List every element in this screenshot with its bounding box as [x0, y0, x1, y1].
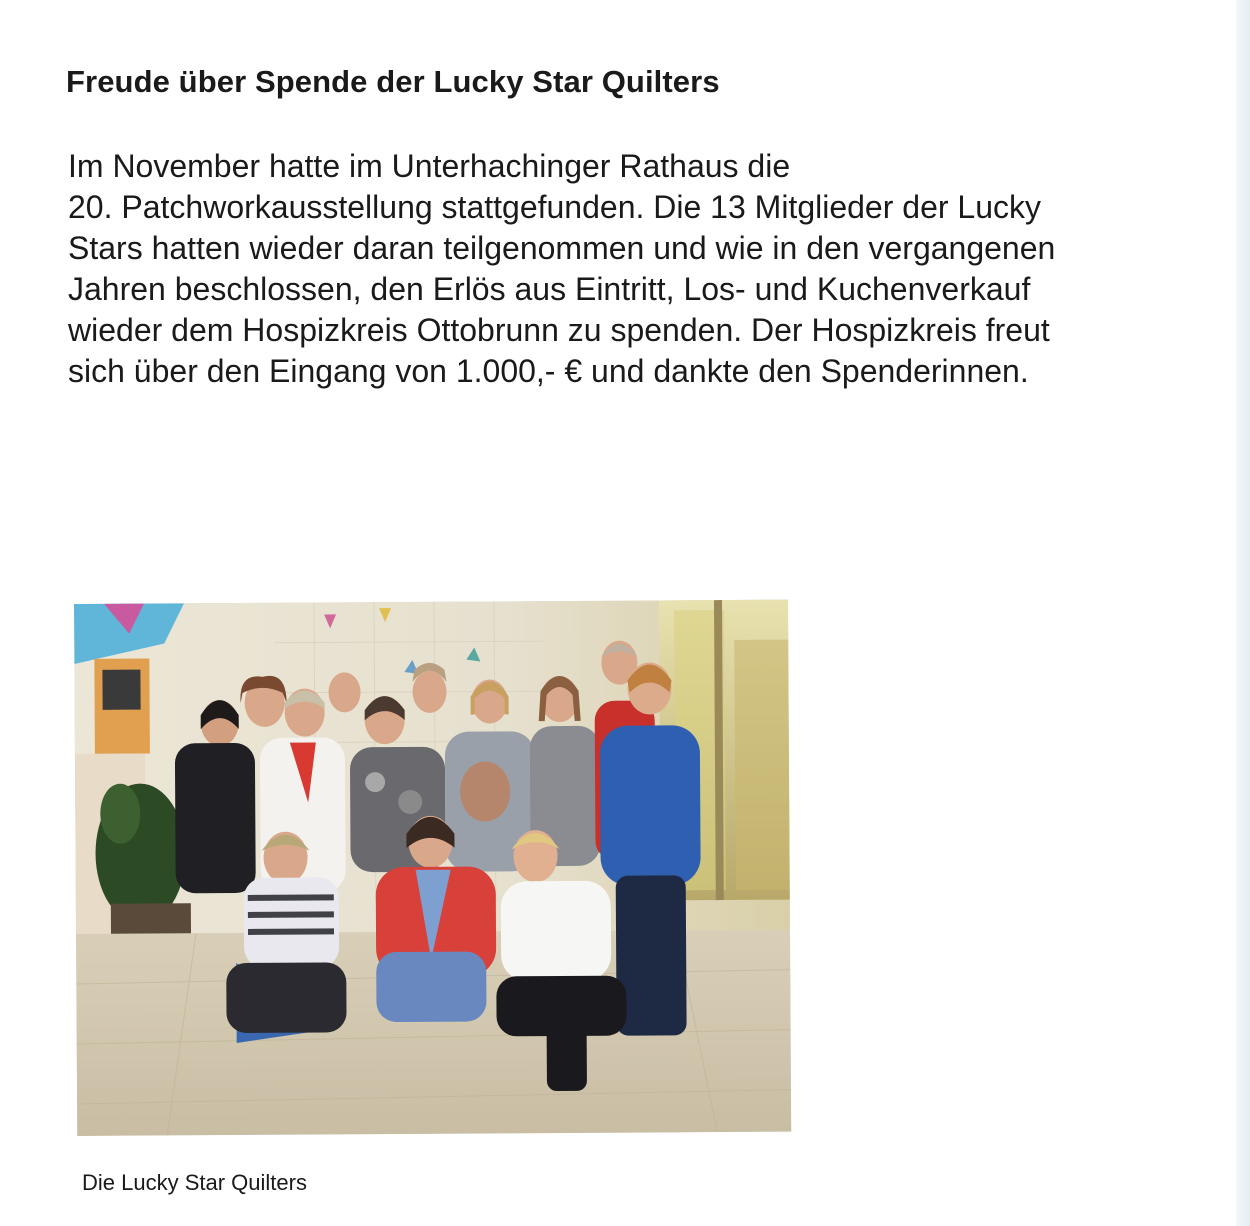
body-line-4: Jahren beschlossen, den Erlös aus Eintritt, Los- und Kuchenverkauf: [68, 271, 1031, 307]
body-line-3: Stars hatten wieder daran teilgenommen und wie in den vergangenen: [68, 230, 1056, 266]
scan-edge: [1236, 0, 1250, 1226]
body-line-6: sich über den Eingang von 1.000,- € und dankte den Spenderinnen.: [68, 353, 1029, 389]
group-photo: [74, 600, 791, 1136]
body-line-5: wieder dem Hospizkreis Ottobrunn zu spenden. Der Hospizkreis freut: [68, 312, 1050, 348]
body-line-2: 20. Patchworkausstellung stattgefunden. Die 13 Mitglieder der Lucky: [68, 189, 1041, 225]
body-line-1: Im November hatte im Unterhachinger Rathaus die: [68, 148, 791, 184]
article-headline: Freude über Spende der Lucky Star Quilters: [66, 64, 720, 99]
photo-caption: Die Lucky Star Quilters: [82, 1170, 307, 1195]
article-body: [68, 146, 1178, 392]
